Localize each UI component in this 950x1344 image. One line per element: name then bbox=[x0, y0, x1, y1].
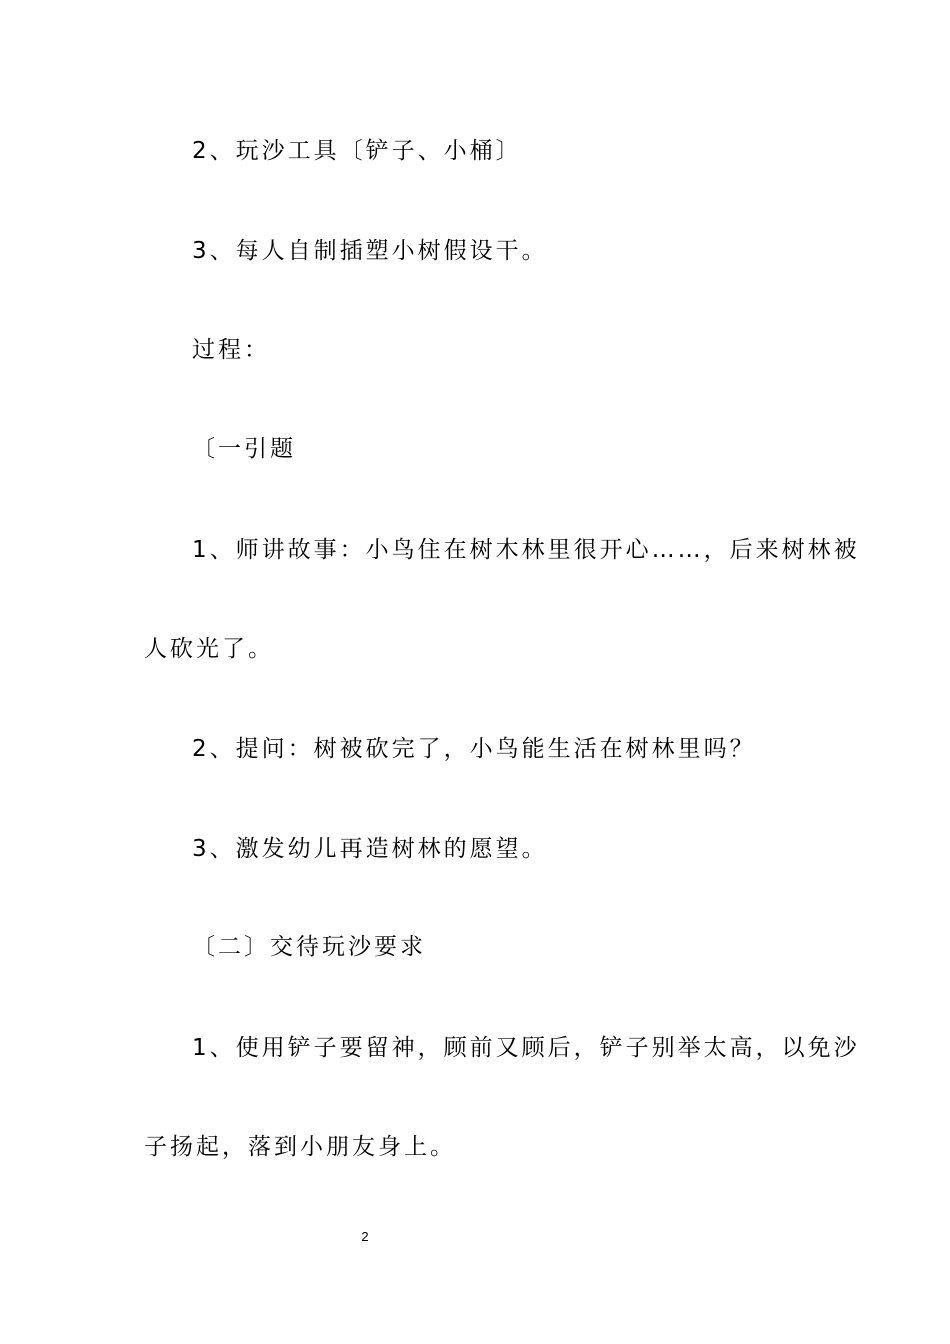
materials-item-3: 3、每人自制插塑小树假设干。 bbox=[192, 238, 548, 264]
intro-item-1-line-1: 1、师讲故事：小鸟住在树木林里很开心……，后来树林被 bbox=[192, 537, 860, 563]
intro-item-3: 3、激发幼儿再造树林的愿望。 bbox=[192, 836, 548, 862]
process-heading: 过程： bbox=[192, 337, 270, 363]
section-heading-rules: 〔二〕交待玩沙要求 bbox=[192, 934, 426, 960]
rules-item-1-line-2: 子扬起，落到小朋友身上。 bbox=[144, 1134, 456, 1160]
intro-item-1-line-2: 人砍光了。 bbox=[144, 636, 274, 662]
materials-item-2: 2、玩沙工具〔铲子、小桶〕 bbox=[192, 138, 522, 164]
rules-item-1-line-1: 1、使用铲子要留神，顾前又顾后，铲子别举太高，以免沙 bbox=[192, 1035, 860, 1061]
intro-item-2: 2、提问：树被砍完了，小鸟能生活在树林里吗？ bbox=[192, 736, 756, 762]
section-heading-intro: 〔一引题 bbox=[192, 436, 296, 462]
page-number: 2 bbox=[361, 1229, 369, 1244]
